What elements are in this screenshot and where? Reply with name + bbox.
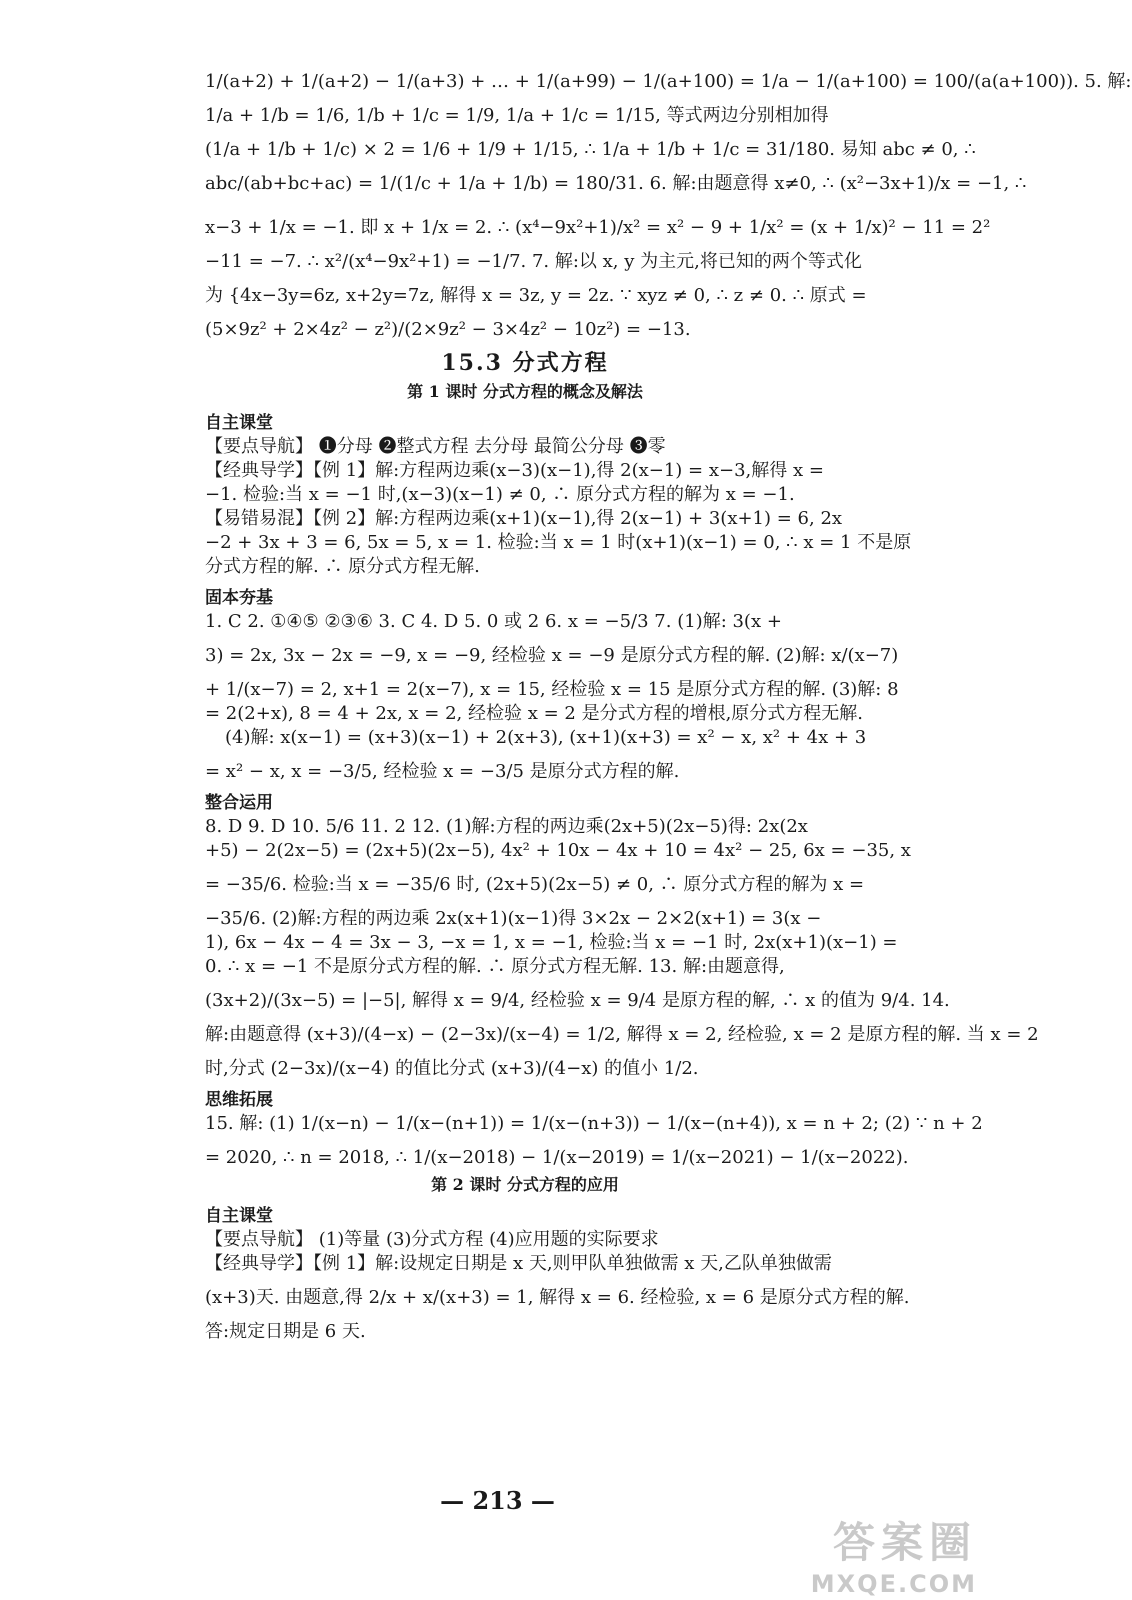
lesson-title: 第 1 课时 分式方程的概念及解法 — [407, 382, 643, 401]
prelude-line: (5×9z² + 2×4z² − z²)/(2×9z² − 3×4z² − 10z²) = −13. — [205, 319, 691, 340]
answer-line: +5) − 2(2x−5) = (2x+5)(2x−5), 4x² + 10x − 4x + 10 = 4x² − 25, 6x = −35, x — [205, 840, 911, 861]
answer-line: 答:规定日期是 6 天. — [205, 1321, 366, 1342]
lesson-title: 第 2 课时 分式方程的应用 — [431, 1175, 619, 1194]
heading-siwei: 思维拓展 — [205, 1090, 273, 1110]
prelude-line: −11 = −7. ∴ x²/(x⁴−9x²+1) = −1/7. 7. 解:以 x, y 为主元,将已知的两个等式化 — [205, 251, 862, 272]
answer-line: = 2(2+x), 8 = 4 + 2x, x = 2, 经检验 x = 2 是分式方程的增根,原分式方程无解. — [205, 703, 864, 724]
prelude-line: (1/a + 1/b + 1/c) × 2 = 1/6 + 1/9 + 1/15, ∴ 1/a + 1/b + 1/c = 31/180. 易知 abc ≠ 0, ∴ — [205, 139, 976, 160]
answer-line: 1), 6x − 4x − 4 = 3x − 3, −x = 1, x = −1, 检验:当 x = −1 时, 2x(x+1)(x−1) = — [205, 932, 898, 953]
prelude-line: abc/(ab+bc+ac) = 1/(1/c + 1/a + 1/b) = 180/31. 6. 解:由题意得 x≠0, ∴ (x²−3x+1)/x = −1, ∴ — [205, 173, 1027, 194]
answer-line: 0. ∴ x = −1 不是原分式方程的解. ∴ 原分式方程无解. 13. 解:由题意得, — [205, 956, 785, 977]
answer-line: −35/6. (2)解:方程的两边乘 2x(x+1)(x−1)得 3×2x − 2×2(x+1) = 3(x − — [205, 908, 822, 929]
heading-zizhu: 自主课堂 — [205, 413, 273, 433]
answer-line: (x+3)天. 由题意,得 2/x + x/(x+3) = 1, 解得 x = 6. 经检验, x = 6 是原分式方程的解. — [205, 1287, 910, 1308]
answer-line: 分式方程的解. ∴ 原分式方程无解. — [205, 556, 480, 577]
section-title: 15.3 分式方程 — [441, 350, 609, 376]
prelude-line: x−3 + 1/x = −1. 即 x + 1/x = 2. ∴ (x⁴−9x²+1)/x² = x² − 9 + 1/x² = (x + 1/x)² − 11 = 2² — [205, 217, 991, 238]
watermark-main: 答案圈 — [832, 1518, 977, 1567]
answer-line: = 2020, ∴ n = 2018, ∴ 1/(x−2018) − 1/(x−2019) = 1/(x−2021) − 1/(x−2022). — [205, 1147, 909, 1168]
answer-line: 【要点导航】 (1)等量 (3)分式方程 (4)应用题的实际要求 — [205, 1229, 659, 1250]
answer-line: 【经典导学】【例 1】解:设规定日期是 x 天,则甲队单独做需 x 天,乙队单独做需 — [205, 1253, 832, 1274]
answer-line: = x² − x, x = −3/5, 经检验 x = −3/5 是原分式方程的解. — [205, 761, 680, 782]
watermark-logo — [811, 1510, 977, 1598]
answer-line: 时,分式 (2−3x)/(x−4) 的值比分式 (x+3)/(4−x) 的值小 1/2. — [205, 1058, 699, 1079]
watermark-sub: MXQE.COM — [810, 1570, 977, 1598]
answer-line: 8. D 9. D 10. 5/6 11. 2 12. (1)解:方程的两边乘(2x+5)(2x−5)得: 2x(2x — [205, 816, 808, 837]
page-number: — 213 — — [440, 1486, 555, 1515]
heading-guben: 固本夯基 — [205, 588, 273, 608]
prelude-block — [205, 70, 1132, 342]
page-content — [205, 70, 1132, 1344]
answer-line: 【经典导学】【例 1】解:方程两边乘(x−3)(x−1),得 2(x−1) = x−3,解得 x = — [205, 460, 824, 481]
prelude-line: 为 {4x−3y=6z, x+2y=7z, 解得 x = 3z, y = 2z. ∵ xyz ≠ 0, ∴ z ≠ 0. ∴ 原式 = — [205, 285, 867, 306]
answer-line: 3) = 2x, 3x − 2x = −9, x = −9, 经检验 x = −9 是原分式方程的解. (2)解: x/(x−7) — [205, 645, 899, 666]
answer-line: + 1/(x−7) = 2, x+1 = 2(x−7), x = 15, 经检验 x = 15 是原分式方程的解. (3)解: 8 — [205, 679, 899, 700]
answer-line: 【易错易混】【例 2】解:方程两边乘(x+1)(x−1),得 2(x−1) + 3(x+1) = 6, 2x — [205, 508, 843, 529]
heading-zhenghe: 整合运用 — [205, 793, 273, 813]
answer-line: −1. 检验:当 x = −1 时,(x−3)(x−1) ≠ 0, ∴ 原分式方程的解为 x = −1. — [205, 484, 795, 505]
answer-line: −2 + 3x + 3 = 6, 5x = 5, x = 1. 检验:当 x = 1 时(x+1)(x−1) = 0, ∴ x = 1 不是原 — [205, 532, 912, 553]
answer-line: (4)解: x(x−1) = (x+3)(x−1) + 2(x+3), (x+1)(x+3) = x² − x, x² + 4x + 3 — [225, 727, 867, 748]
answer-line: = −35/6. 检验:当 x = −35/6 时, (2x+5)(2x−5) ≠ 0, ∴ 原分式方程的解为 x = — [205, 874, 865, 895]
answer-line: 【要点导航】 ❶分母 ❷整式方程 去分母 最简公分母 ❸零 — [205, 436, 666, 457]
prelude-line: 1/a + 1/b = 1/6, 1/b + 1/c = 1/9, 1/a + 1/c = 1/15, 等式两边分别相加得 — [205, 105, 829, 126]
prelude-line: 1/(a+2) + 1/(a+2) − 1/(a+3) + … + 1/(a+99) − 1/(a+100) = 1/a − 1/(a+100) = 100/(a(a+100)). 5. 解: — [205, 71, 1132, 92]
answer-line: 解:由题意得 (x+3)/(4−x) − (2−3x)/(x−4) = 1/2, 解得 x = 2, 经检验, x = 2 是原方程的解. 当 x = 2 — [205, 1024, 1039, 1045]
answer-line: (3x+2)/(3x−5) = |−5|, 解得 x = 9/4, 经检验 x = 9/4 是原方程的解, ∴ x 的值为 9/4. 14. — [205, 990, 950, 1011]
answer-line: 15. 解: (1) 1/(x−n) − 1/(x−(n+1)) = 1/(x−(n+3)) − 1/(x−(n+4)), x = n + 2; (2) ∵ n + 2 — [205, 1113, 983, 1134]
heading-zizhu-2: 自主课堂 — [205, 1206, 273, 1226]
answer-line: 1. C 2. ①④⑤ ②③⑥ 3. C 4. D 5. 0 或 2 6. x = −5/3 7. (1)解: 3(x + — [205, 611, 782, 632]
